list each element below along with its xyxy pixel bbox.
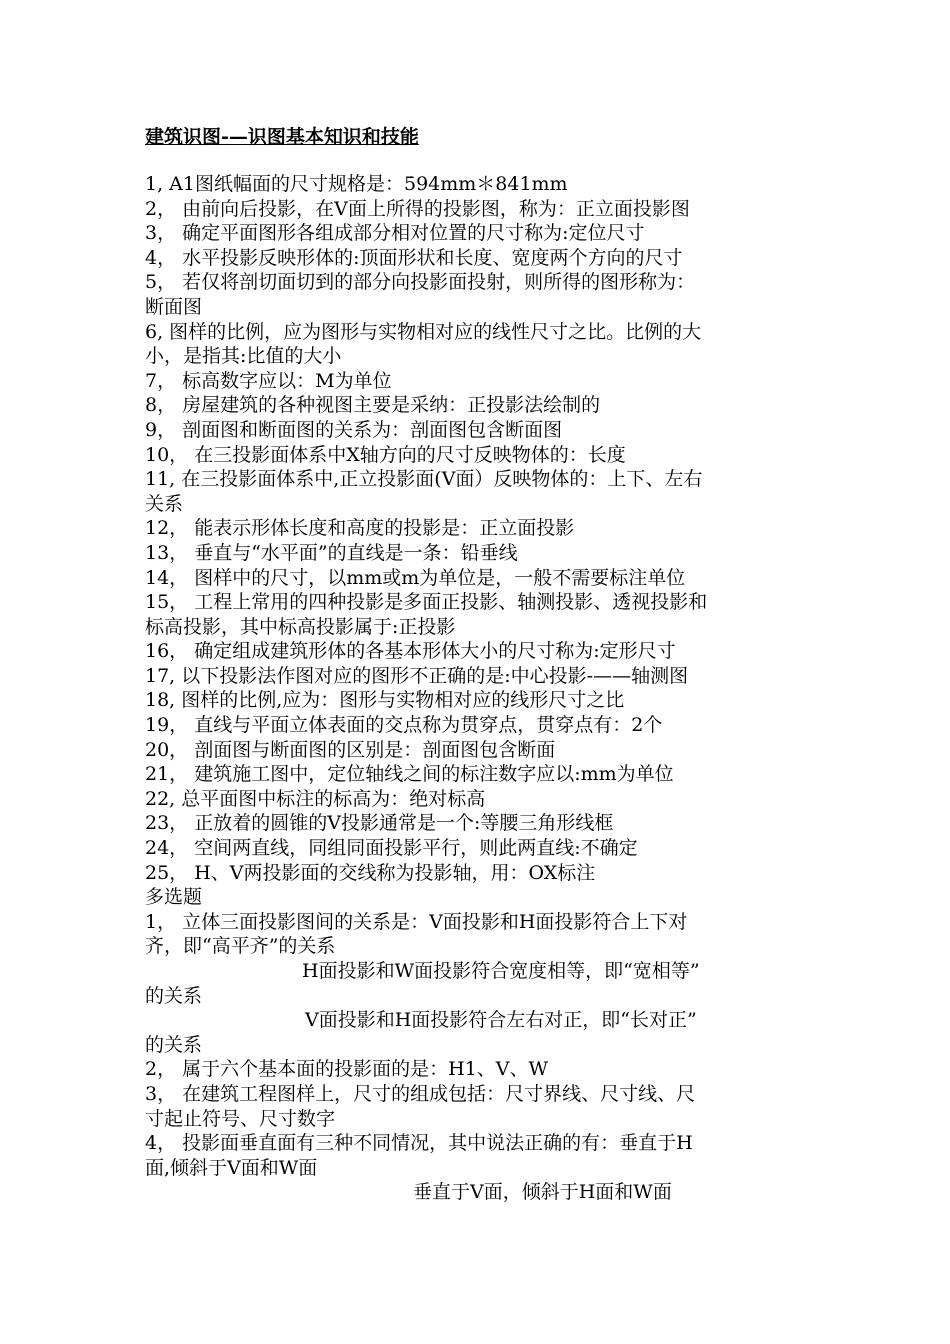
text-line: 24， 空间两直线，同组同面投影平行，则此两直线:不确定 [145, 837, 638, 860]
text-line: 的关系 [145, 1033, 203, 1056]
document-title: 建筑识图-—识图基本知识和技能 [145, 126, 419, 148]
text-line: 9， 剖面图和断面图的关系为：剖面图包含断面图 [145, 418, 563, 441]
text-line: 1, A1图纸幅面的尺寸规格是：594mm＊841mm [145, 173, 568, 195]
text-line: 3， 在建筑工程图样上，尺寸的组成包括：尺寸界线、尺寸线、尺 [145, 1082, 696, 1105]
text-line: 22, 总平面图中标注的标高为：绝对标高 [145, 787, 486, 810]
text-line: 6, 图样的比例，应为图形与实物相对应的线性尺寸之比。比例的大 [145, 320, 702, 343]
document-body [145, 172, 810, 1205]
text-line: 23， 正放着的圆锥的V投影通常是一个:等腰三角形线框 [145, 812, 614, 835]
text-line: 14， 图样中的尺寸，以mm或m为单位是，一般不需要标注单位 [145, 566, 686, 589]
text-line: 4， 投影面垂直面有三种不同情况，其中说法正确的有：垂直于H [145, 1132, 693, 1155]
text-line: 18, 图样的比例,应为：图形与实物相对应的线形尺寸之比 [145, 689, 625, 712]
text-line: 面,倾斜于V面和W面 [145, 1156, 318, 1179]
text-line: 2， 由前向后投影，在V面上所得的投影图，称为：正立面投影图 [145, 197, 690, 220]
text-line: 1， 立体三面投影图间的关系是：V面投影和H面投影符合上下对 [145, 910, 688, 933]
text-line: H面投影和W面投影符合宽度相等，即“宽相等” [302, 960, 700, 982]
text-line: 19， 直线与平面立体表面的交点称为贯穿点，贯穿点有：2个 [145, 714, 663, 737]
text-line: 标高投影，其中标高投影属于:正投影 [145, 615, 456, 638]
text-line: 8， 房屋建筑的各种视图主要是采纳：正投影法绘制的 [145, 394, 601, 417]
text-line: 5， 若仅将剖切面切到的部分向投影面投射，则所得的图形称为： [145, 271, 696, 294]
text-line: 10， 在三投影面体系中X轴方向的尺寸反映物体的：长度 [145, 443, 626, 466]
text-line: 关系 [145, 492, 184, 515]
text-line: 21， 建筑施工图中，定位轴线之间的标注数字应以:mm为单位 [145, 763, 674, 786]
text-line: 断面图 [145, 295, 203, 318]
text-line: 12， 能表示形体长度和高度的投影是：正立面投影 [145, 517, 575, 540]
text-line: 垂直于V面，倾斜于H面和W面 [413, 1181, 672, 1204]
text-line: 齐，即“高平齐”的关系 [145, 935, 336, 958]
text-line: 的关系 [145, 984, 203, 1007]
text-line: 小，是指其:比值的大小 [145, 345, 342, 368]
text-line: 25， H、V两投影面的交线称为投影轴，用：OX标注 [145, 861, 596, 884]
text-line: 17, 以下投影法作图对应的图形不正确的是:中心投影-——轴测图 [145, 664, 689, 687]
text-line: 11, 在三投影面体系中,正立投影面(V面）反映物体的：上下、左右 [145, 468, 703, 491]
text-line: 2， 属于六个基本面的投影面的是：H1、V、W [145, 1058, 549, 1081]
text-line: 16， 确定组成建筑形体的各基本形体大小的尺寸称为:定形尺寸 [145, 640, 676, 663]
text-line: 4， 水平投影反映形体的:顶面形状和长度、宽度两个方向的尺寸 [145, 246, 683, 269]
text-line: 15， 工程上常用的四种投影是多面正投影、轴测投影、透视投影和 [145, 591, 708, 614]
text-line: 3， 确定平面图形各组成部分相对位置的尺寸称为:定位尺寸 [145, 222, 645, 245]
text-line: V面投影和H面投影符合左右对正，即“长对正” [305, 1009, 697, 1032]
text-line: 7， 标高数字应以：M为单位 [145, 369, 392, 392]
text-line: 寸起止符号、尺寸数字 [145, 1107, 336, 1130]
text-line: 13， 垂直与“水平面”的直线是一条：铅垂线 [145, 541, 518, 564]
text-line: 20， 剖面图与断面图的区别是：剖面图包含断面 [145, 738, 556, 761]
section-heading-multiple-choice: 多选题 [145, 886, 203, 909]
